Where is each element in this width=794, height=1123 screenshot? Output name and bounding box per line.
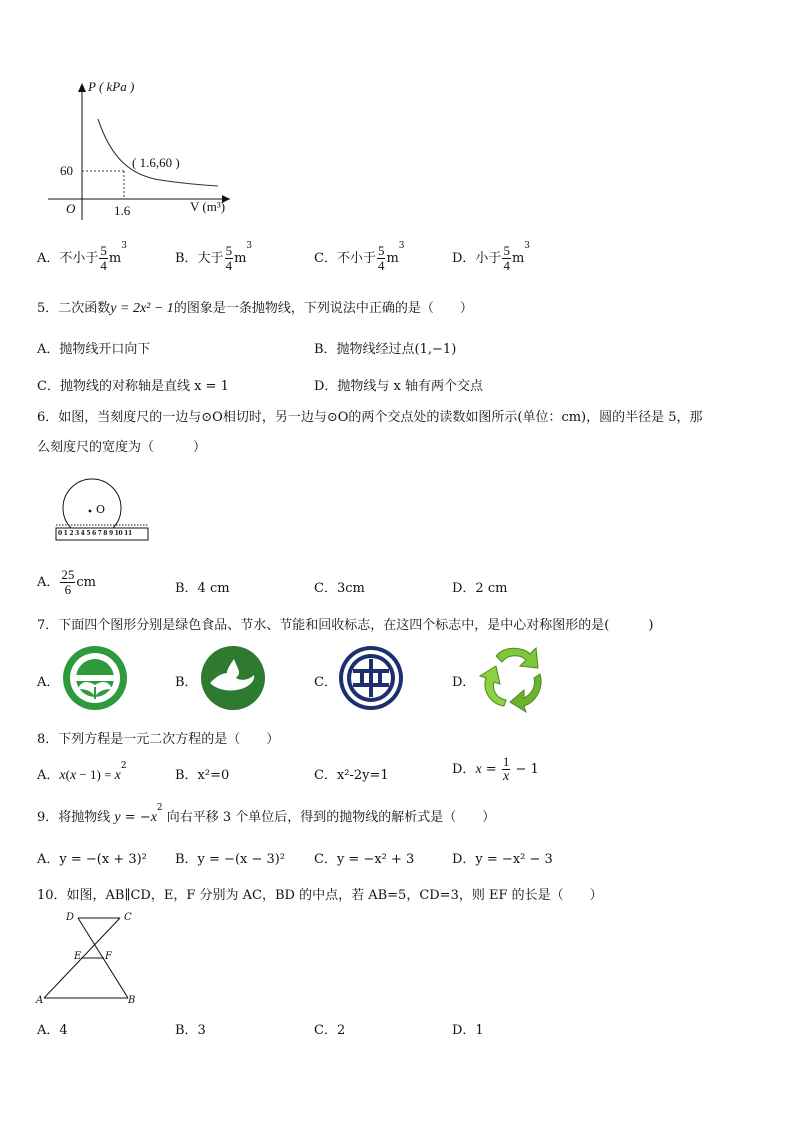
q7-label-c[interactable]: C．: [314, 675, 337, 690]
energy-saving-logo-icon: [338, 645, 404, 711]
q8-option-b[interactable]: B．x²=0: [175, 768, 230, 783]
q9-option-a[interactable]: A．y = −(x + 3)²: [37, 852, 147, 867]
q8-option-a[interactable]: A．$x(x - 1) = x^2$: [37, 761, 127, 783]
q6-option-c[interactable]: C．3cm: [314, 581, 365, 596]
graph-point-label: ( 1.6,60 ): [132, 155, 180, 170]
point-e-label: E: [74, 951, 82, 962]
q8-option-c[interactable]: C．x²-2y=1: [314, 768, 389, 783]
q7-label-b[interactable]: B．: [175, 675, 198, 690]
q9-option-d[interactable]: D．y = −x² − 3: [452, 852, 553, 867]
trapezoid-figure: [36, 910, 146, 1008]
point-b-label: B: [128, 995, 136, 1006]
q10-option-c[interactable]: C．2: [314, 1023, 346, 1038]
q7-label-d[interactable]: D．: [452, 675, 476, 690]
q9-stem: 9．将抛物线 $y = -x^2$ 向右平移 3 个单位后，得到的抛物线的解析式是（ ）: [37, 803, 496, 825]
q7-label-a[interactable]: A．: [37, 675, 60, 690]
q4-option-a[interactable]: A．不小于 $\frac{5}{4}$ $m^3$: [37, 241, 127, 273]
q7-stem: 7．下面四个图形分别是绿色食品、节水、节能和回收标志，在这四个标志中，是中心对称图形的是( ): [37, 618, 654, 633]
water-saving-logo-icon: [200, 645, 266, 711]
q4-option-c[interactable]: C．不小于 $\frac{5}{4}$ $m^3$: [314, 241, 405, 273]
graph-xlabel: V (m³): [190, 199, 226, 214]
q10-option-a[interactable]: A．4: [37, 1023, 68, 1038]
graph-y-tick: 60: [60, 163, 73, 178]
q5-option-b[interactable]: B．抛物线经过点(1,−1): [314, 342, 457, 357]
point-c-label: C: [124, 912, 132, 923]
green-food-logo-icon: [62, 645, 128, 711]
q9-option-b[interactable]: B．y = −(x − 3)²: [175, 852, 286, 867]
q6-option-a[interactable]: A． $\frac{25}{6}$ cm: [37, 567, 96, 597]
ruler-ticks: 0 1 2 3 4 5 6 7 8 9 10 11: [58, 530, 132, 537]
graph-origin: O: [66, 201, 76, 216]
q5-stem: 5．二次函数y = 2x² − 1的图象是一条抛物线，下列说法中正确的是（ ）: [37, 301, 473, 316]
q8-stem: 8．下列方程是一元二次方程的是（ ）: [37, 732, 280, 747]
q8-option-d[interactable]: D．x = $\frac{1}{x}$ − 1: [452, 754, 539, 784]
q5-option-d[interactable]: D．抛物线与 x 轴有两个交点: [314, 379, 484, 394]
circle-center-label: O: [96, 503, 106, 516]
q6-option-b[interactable]: B．4 cm: [175, 581, 230, 596]
q10-option-d[interactable]: D．1: [452, 1023, 484, 1038]
q6-stem-line2: 么刻度尺的宽度为（ ）: [37, 440, 207, 455]
q10-stem: 10．如图，AB∥CD，E，F 分别为 AC，BD 的中点，若 AB=5，CD=3，则 EF 的长是（ ）: [37, 888, 603, 903]
recycle-logo-icon: [474, 642, 554, 714]
graph-x-tick: 1.6: [114, 203, 131, 218]
point-a-label: A: [36, 995, 44, 1006]
q5-option-a[interactable]: A．抛物线开口向下: [37, 342, 151, 357]
point-d-label: D: [66, 912, 75, 923]
q4-option-d[interactable]: D．小于 $\frac{5}{4}$ $m^3$: [452, 241, 530, 273]
graph-ylabel: P ( kPa ): [88, 79, 135, 94]
q9-option-c[interactable]: C．y = −x² + 3: [314, 852, 415, 867]
q6-option-d[interactable]: D．2 cm: [452, 581, 508, 596]
q6-stem-line1: 6．如图，当刻度尺的一边与⊙O相切时，另一边与⊙O的两个交点处的读数如图所示(单位：cm)，圆的半径是 5，那: [37, 410, 703, 425]
q10-option-b[interactable]: B．3: [175, 1023, 206, 1038]
q5-option-c[interactable]: C．抛物线的对称轴是直线 x = 1: [37, 379, 229, 394]
q4-option-b[interactable]: B．大于 $\frac{5}{4}$ $m^3$: [175, 241, 253, 273]
point-f-label: F: [105, 951, 112, 962]
